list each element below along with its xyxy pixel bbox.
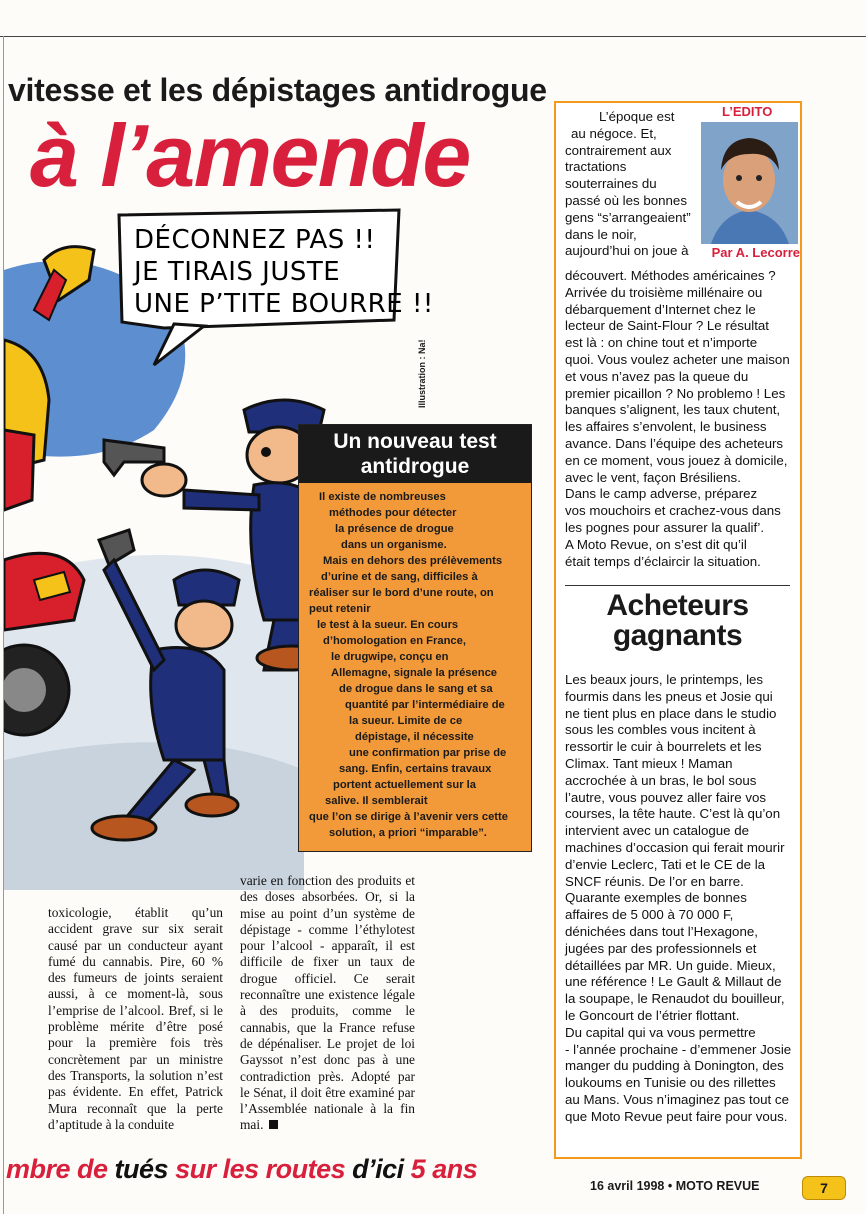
- banner-part-5: 5 ans: [410, 1154, 478, 1184]
- test-box-line: la sueur. Limite de ce: [349, 715, 463, 727]
- edito-body-line: débarquement d’Internet chez le: [565, 301, 756, 317]
- bubble-line-3: UNE P’TITE BOURRE !!: [134, 289, 434, 319]
- acheteurs-body-line: sous les combles vous incitent à: [565, 722, 756, 738]
- acheteurs-body-line: machines d’occasion qui ferait mourir: [565, 839, 785, 855]
- edito-intro-line: au négoce. Et,: [571, 125, 657, 141]
- edito-byline: Par A. Lecorre: [711, 245, 800, 260]
- acheteurs-title-line-1: Acheteurs: [606, 589, 749, 622]
- edito-body-line: les affaires s’envolent, le business: [565, 419, 767, 435]
- test-box-line: sang. Enfin, certains travaux: [339, 763, 492, 775]
- sidebar-test-antidrogue: [298, 424, 532, 852]
- acheteurs-body-line: ressortir le cuir à bourrelets et les: [565, 739, 762, 755]
- illustration-credit: [417, 330, 431, 410]
- bubble-line-2: JE TIRAIS JUSTE: [134, 257, 341, 287]
- page-folio: 16 avril 1998 • MOTO REVUE: [590, 1179, 760, 1193]
- acheteurs-body-line: au Mans. Vous n’imaginez pas tout ce: [565, 1091, 789, 1107]
- acheteurs-body-line: Du capital qui va vous permettre: [565, 1024, 756, 1040]
- edito-body-line: vos mouchoirs et crachez-vous dans: [565, 503, 781, 519]
- acheteurs-body-line: l’autre, vous pouvez aller faire vos: [565, 789, 767, 805]
- acheteurs-title-line-2: gagnants: [612, 619, 743, 652]
- acheteurs-body-line: - l’année prochaine - d’emmener Josie: [565, 1041, 792, 1057]
- test-box-line: solution, a priori “imparable”.: [329, 827, 487, 839]
- top-rule: [0, 36, 866, 37]
- edito-body-line: quoi. Vous voulez acheter une maison: [565, 351, 790, 367]
- acheteurs-body-line: intervient avec un catalogue de: [565, 823, 750, 839]
- edito-intro-line: passé où les bonnes: [565, 192, 687, 208]
- article-subtitle: vitesse et les dépistages antidrogue: [8, 72, 547, 108]
- edito-body-line: Arrivée du troisième millénaire ou: [565, 284, 763, 300]
- edito-intro: [565, 109, 700, 260]
- edito-body-line: découvert. Méthodes américaines ?: [565, 268, 776, 283]
- acheteurs-body-line: Climax. Tant mieux ! Maman: [565, 755, 733, 771]
- test-box-line: méthodes pour détecter: [329, 507, 457, 519]
- edito-body-line: premier picaillon ? No problemo ! Les: [565, 385, 786, 401]
- test-box-line: Mais en dehors des prélèvements: [323, 555, 503, 567]
- edito-intro-line: dans le noir,: [565, 226, 637, 242]
- banner-part-2: tués: [114, 1154, 176, 1184]
- acheteurs-body-line: dénichées dans tout l’Hexagone,: [565, 923, 758, 939]
- edito-body-line: et vous n’avez pas la queue du: [565, 368, 749, 384]
- test-box-title-line-1: Un nouveau test: [333, 430, 497, 453]
- bottom-banner: [0, 1148, 540, 1198]
- banner-part-1: mbre de: [6, 1154, 115, 1184]
- edito-body-line: en ce moment, vous jouez à domicile,: [565, 452, 788, 468]
- svg-text:mbre de tués sur les routes d’: [6, 1154, 478, 1184]
- acheteurs-body-line: une référence ! Le Gault & Millaut de: [565, 974, 782, 990]
- author-photo: [701, 122, 798, 244]
- test-box-line: la présence de drogue: [335, 523, 454, 535]
- edito-body-line: avec le vent, façon Brésiliens.: [565, 469, 741, 485]
- edito-body-line: lecteur de Saint-Flour ? Le résultat: [565, 318, 769, 334]
- article-headline: à l’amende: [30, 106, 470, 205]
- test-box-line: dépistage, il nécessite: [355, 731, 474, 743]
- test-box-line: quantité par l’intermédiaire de: [345, 699, 505, 711]
- test-box-line: de drogue dans le sang et sa: [339, 683, 493, 695]
- acheteurs-body-line: manger du pudding à Donington, des: [565, 1058, 784, 1074]
- acheteurs-body: [565, 672, 797, 1126]
- test-box-line: réaliser sur le bord d’une route, on: [309, 587, 494, 599]
- article-column-1: [48, 905, 223, 1133]
- edito-intro-line: souterraines du: [565, 176, 657, 192]
- edito-body-line: les pognes pour assurer la qualif’.: [565, 519, 765, 535]
- page-number: 7: [802, 1176, 846, 1200]
- test-box-title-line-2: antidrogue: [360, 455, 470, 478]
- test-box-line: Il existe de nombreuses: [319, 491, 446, 503]
- road-shadow-shape: [4, 742, 304, 890]
- acheteurs-body-line: la soupape, le Renaudot du bouilleur,: [565, 991, 785, 1007]
- test-box-line: une confirmation par prise de: [349, 747, 507, 759]
- edito-intro-line: contrairement aux: [565, 142, 672, 158]
- banner-part-4: d’ici: [352, 1154, 411, 1184]
- edito-intro-line: gens “s’arrangeaient”: [565, 209, 691, 225]
- edito-body-line: A Moto Revue, on s’est dit qu’il: [565, 536, 747, 552]
- end-of-article-mark: [269, 1120, 278, 1129]
- acheteurs-title: [565, 591, 790, 651]
- illustration-credit-text: Illustration : Na!: [417, 339, 427, 408]
- bubble-line-1: DÉCONNEZ PAS !!: [134, 225, 376, 255]
- acheteurs-body-line: Quarante exemples de bonnes: [565, 890, 747, 906]
- edito-intro-line: aujourd’hui on joue à: [565, 243, 689, 259]
- edito-body-line: était temps d’éclaircir la situation.: [565, 553, 761, 569]
- acheteurs-body-line: d’envie Leclerc, Tati et le CE de la: [565, 856, 766, 872]
- acheteurs-body-line: jugées par des professionnels et: [565, 940, 757, 956]
- test-box-line: d’homologation en France,: [323, 635, 466, 647]
- edito-body-line: est là : on chine tout et n’importe: [565, 335, 758, 351]
- test-box-line: peut retenir: [309, 603, 371, 615]
- acheteurs-body-line: SNCF réunis. De l’or en barre.: [565, 873, 744, 889]
- speech-bubble: [119, 210, 434, 365]
- acheteurs-body-line: fourmis dans les pneus et Josie qui: [565, 688, 773, 704]
- article-column-2-text: varie en fonction des produits et des doses absorbées. Or, si la mise au point d’un système de dépistage - comme l’éthylotest pour l’alcool - apparaît, il est difficile de fixer un taux de drogue officiel. Ce serait reconnaître une existence légale à des produits, comme le cannabis, que la France refuse de dépénaliser. Le projet de loi Gayssot n’est donc pas à une contradiction près. Adopté par le Sénat, il doit être examiné par l’Assemblée nationale à la fin mai.: [240, 873, 415, 1133]
- acheteurs-body-line: courses, la tête haute. C’est là qu’on: [565, 806, 781, 822]
- acheteurs-body-line: accrochée à un bras, le bol sous: [565, 772, 757, 788]
- edito-body-line: avance. Dans l’équipe des acheteurs: [565, 435, 784, 451]
- test-box-line: le test à la sueur. En cours: [317, 619, 459, 631]
- test-box-body: [309, 489, 523, 841]
- acheteurs-body-line: ne tient plus en place dans le studio: [565, 705, 777, 721]
- edito-body-line: Dans le camp adverse, préparez: [565, 486, 758, 502]
- article-column-2: [240, 873, 415, 1134]
- test-box-line: d’urine et de sang, difficiles à: [321, 571, 478, 583]
- test-box-line: le drugwipe, conçu en: [331, 651, 449, 663]
- test-box-line: salive. Il semblerait: [325, 795, 428, 807]
- test-box-title: [299, 425, 531, 483]
- test-box-line: dans un organisme.: [341, 539, 447, 551]
- acheteurs-body-line: détaillées par MR. Un guide. Mieux,: [565, 957, 776, 973]
- test-box-line: que l’on se dirige à l’avenir vers cette: [309, 811, 508, 823]
- edito-label: L’EDITO: [722, 104, 773, 119]
- edito-intro-line: L’époque est: [599, 109, 675, 124]
- test-box-line: Allemagne, signale la présence: [331, 667, 498, 679]
- article-column-1-text: toxicologie, établit qu’un accident grave sur six serait causé par un conducteur ayant fumé du cannabis. Pire, 60 % des fumeurs de joints seraient aussi, à ce moment-là, sous l’emprise de l’alcool. Bref, si le problème mérite d’être posé pour la première fois très concrètement par un ministre des Transports, la solution n’est pas évidente. En effet, Patrick Mura reconnaît que la perte d’aptitude à la conduite: [48, 905, 223, 1132]
- edito-body-line: banques s’alignent, les taux chutent,: [565, 402, 781, 418]
- acheteurs-body-line: le Goncourt de l’étrier flottant.: [565, 1007, 740, 1023]
- acheteurs-body-line: que Moto Revue peut faire pour vous.: [565, 1108, 788, 1124]
- acheteurs-body-line: Les beaux jours, le printemps, les: [565, 672, 764, 687]
- banner-part-3: sur les routes: [175, 1154, 353, 1184]
- edito-intro-line: tractations: [565, 159, 627, 175]
- edito-divider: [565, 585, 790, 586]
- edito-body: [565, 268, 797, 570]
- acheteurs-body-line: affaires de 5 000 à 70 000 F,: [565, 907, 734, 923]
- acheteurs-body-line: loukoums en Tunisie ou des rillettes: [565, 1075, 776, 1091]
- test-box-line: portent actuellement sur la: [333, 779, 476, 791]
